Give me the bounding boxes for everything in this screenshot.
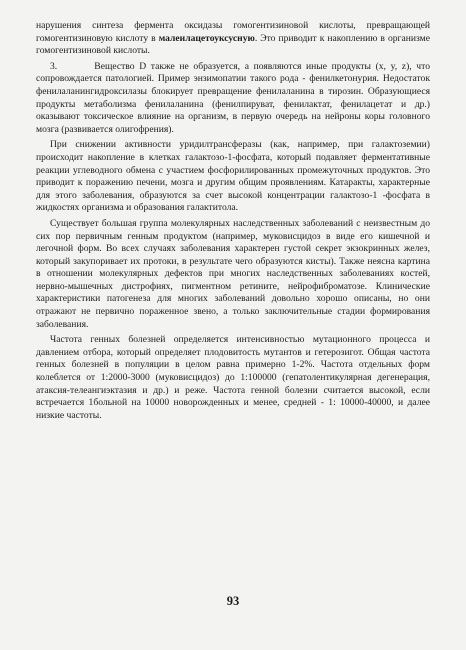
paragraph-2 (36, 61, 430, 137)
page-number: 93 (226, 594, 240, 608)
paragraph-1-text-tail: . Это приводит к накоплению в организме гомогентизиновой кислоты. (36, 32, 430, 57)
paragraph-2-text: 3. Вещество D также не образуется, а появляются иные продукты (x, y, z), что сопровождается патологией. Пример энзимопатии такого рода - фенилкетонурия. Недостаток фенилаланингидроксилазы блокирует превращение фенилаланина в тирозин. Образующиеся продукты метаболизма фенилаланина (фенилпируват, фенилактат, фенилацетат и др.) оказывают токсическое влияние на организм, в первую очередь на нейроны коры головного мозга (развивается олигофрения). (36, 60, 430, 135)
paragraph-1-text: нарушения синтеза фермента оксидазы гомогентизиновой кислоты, превращающей гомогентизиновую кислоту в (36, 20, 430, 44)
paragraph-4-text: Существует большая группа молекулярных наследственных заболеваний с неизвестным до сих пор первичным генным продуктом (например, муковисцидоз в виде его кишечной и легочной форм. Во всех случаях заболевания характерен густой секрет экзокринных желез, который закупоривает их протоки, в результате чего образуются кисты). Также неясна картина в отношении молекулярных дефектов при многих наследственных заболеваниях костей, нервно-мышечных дистрофиях, пигментном ретините, нейрофиброматозе. Клинические характеристики патогенеза для многих заболеваний довольно хорошо описаны, но они отражают не первично пораженное звено, а только заключительные стадии формирования заболевания. (36, 217, 430, 330)
paragraph-1-bold-term: малеилацетоуксусную (158, 32, 255, 44)
paragraph-1 (36, 20, 430, 58)
paragraph-5-text: Частота генных болезней определяется интенсивностью мутационного процесса и давлением отбора, который определяет плодовитость мутантов и гетерозигот. Общая частота генных болезней в популяции в целом равна примерно 1-2%. Частота отдельных форм колеблется от 1:2000-3000 (муковисцидоз) до 1:100000 (гепатолентикулярная дегенерация, атаксия-телеангиэктазия и др.) и реже. Частота генной болезни считается высокой, если встречается 1больной на 10000 новорожденных и менее, средней - 1: 10000-40000, и далее низкие частоты. (36, 334, 430, 421)
page-body (36, 20, 430, 425)
paragraph-5 (36, 334, 430, 422)
paragraph-3 (36, 139, 430, 215)
paragraph-4 (36, 218, 430, 331)
paragraph-3-text: При снижении активности уридилтрансферазы (как, например, при галактоземии) происходит накопление в клетках галактозо-1-фосфата, который подавляет ферментативные реакции углеводного обмена с участием фосфорилированных промежуточных продуктов. Это приводит к поражению печени, мозга и другим общим проявлениям. Катаракты, характерные для этого заболевания, образуются за счет высокой концентрации галактозо-1 -фосфата в жидкостях организма и образования галактитола. (36, 139, 430, 214)
